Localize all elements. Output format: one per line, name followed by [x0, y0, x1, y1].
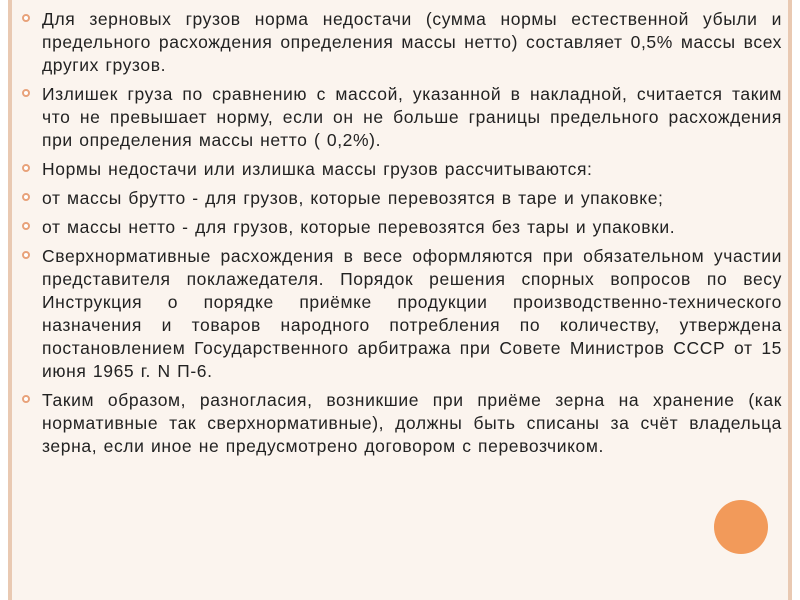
bullet-text: Для зерновых грузов норма недостачи (сумма нормы естественной убыли и предельного расхождения определения массы нетто) составляет 0,5% массы всех других грузов. — [42, 9, 782, 75]
bullet-item — [20, 187, 782, 210]
bullet-text: Нормы недостачи или излишка массы грузов рассчитываются: — [42, 159, 593, 179]
bullet-dot-icon — [22, 14, 30, 22]
bullet-text: Таким образом, разногласия, возникшие при приёме зерна на хранение (как нормативные так сверхнормативные), должны быть списаны за счёт владельца зерна, если иное не предусмотрено договором с перевозчиком. — [42, 390, 782, 456]
bullet-dot-icon — [22, 251, 30, 259]
bullet-text: Излишек груза по сравнению с массой, указанной в накладной, считается таким что не превышает норму, если он не больше границы предельного расхождения при определения массы нетто ( 0,2%). — [42, 84, 782, 150]
bullet-dot-icon — [22, 222, 30, 230]
bullet-item — [20, 158, 782, 181]
bullet-item — [20, 389, 782, 458]
bullet-text: Сверхнормативные расхождения в весе оформляются при обязательном участии представителя поклажедателя. Порядок решения спорных вопросов по весу Инструкция о порядке приёмке продукции производственно-технического назначения и товаров народного потребления по количеству, утверждена постановлением Государственного арбитража при Совете Министров СССР от 15 июня 1965 г. N П-6. — [42, 246, 782, 381]
decorative-orange-circle — [714, 500, 768, 554]
bullet-item — [20, 245, 782, 383]
bullet-dot-icon — [22, 193, 30, 201]
bullet-text: от массы брутто - для грузов, которые перевозятся в таре и упаковке; — [42, 188, 664, 208]
slide-content — [20, 8, 782, 464]
bullet-item — [20, 216, 782, 239]
bullet-dot-icon — [22, 395, 30, 403]
bullet-item — [20, 8, 782, 77]
bullet-dot-icon — [22, 89, 30, 97]
bullet-text: от массы нетто - для грузов, которые перевозятся без тары и упаковки. — [42, 217, 676, 237]
bullet-item — [20, 83, 782, 152]
bullet-dot-icon — [22, 164, 30, 172]
